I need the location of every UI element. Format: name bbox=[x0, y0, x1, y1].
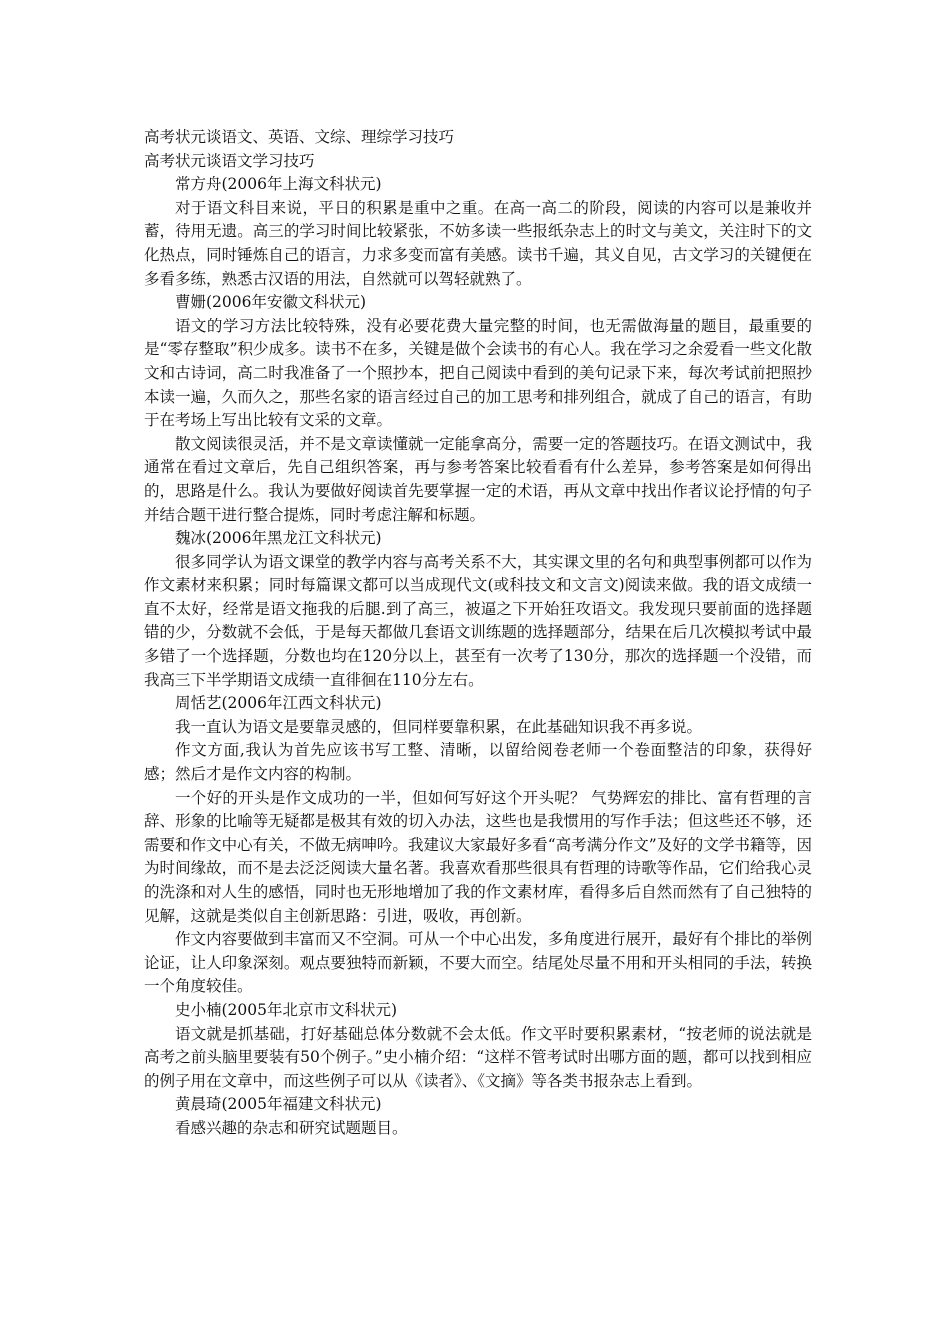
paragraph: 对于语文科目来说，平日的积累是重中之重。在高一高二的阶段，阅读的内容可以是兼收并蓄，待用无遗。高三的学习时间比较紧张，不妨多读一些报纸杂志上的时文与美文，关注时下的文化热点，同时锤炼自己的语言，力求多变而富有美感。读书千遍，其义自见，古文学习的关键便在多看多练，熟悉古汉语的用法，自然就可以驾轻就熟了。 bbox=[144, 198, 812, 288]
paragraph: 作文内容要做到丰富而又不空洞。可从一个中心出发，多角度进行展开，最好有个排比的举例论证，让人印象深刻。观点要独特而新颖，不要大而空。结尾处尽量不用和开头相同的手法，转换一个角度较佳。 bbox=[144, 930, 812, 996]
document-body bbox=[144, 126, 812, 1141]
author-heading: 魏冰(2006年黑龙江文科状元) bbox=[175, 529, 382, 548]
paragraph: 我一直认为语文是要靠灵感的，但同样要靠积累，在此基础知识我不再多说。 bbox=[175, 717, 703, 736]
author-heading: 曹姗(2006年安徽文科状元) bbox=[175, 293, 367, 312]
paragraph: 很多同学认为语文课堂的教学内容与高考关系不大，其实课文里的名句和典型事例都可以作为作文素材来积累；同时每篇课文都可以当成现代文(或科技文和文言文)阅读来做。我的语文成绩一直不太好，经常是语文拖我的后腿.到了高三，被逼之下开始狂攻语文。我发现只要前面的选择题错的少，分数就不会低，于是每天都做几套语文训练题的选择题部分，结果在后几次模拟考试中最多错了一个选择题，分数也均在120分以上，甚至有一次考了130分，那次的选择题一个没错，而我高三下半学期语文成绩一直徘徊在110分左右。 bbox=[144, 552, 812, 689]
paragraph: 语文的学习方法比较特殊，没有必要花费大量完整的时间，也无需做海量的题目，最重要的是“零存整取”积少成多。读书不在多，关键是做个会读书的有心人。我在学习之余爱看一些文化散文和古诗词，高二时我准备了一个照抄本，把自己阅读中看到的美句记录下来，每次考试前把照抄本读一遍，久而久之，那些名家的语言经过自己的加工思考和排列组合，就成了自己的语言，有助于在考场上写出比较有文采的文章。 bbox=[144, 316, 812, 430]
author-heading: 黄晨琦(2005年福建文科状元) bbox=[175, 1095, 382, 1114]
document-title: 高考状元谈语文、英语、文综、理综学习技巧 bbox=[144, 128, 455, 146]
paragraph: 散文阅读很灵活，并不是文章读懂就一定能拿高分，需要一定的答题技巧。在语文测试中，我通常在看过文章后，先自己组织答案，再与参考答案比较看看有什么差异，参考答案是如何得出的，思路是什么。我认为要做好阅读首先要掌握一定的术语，再从文章中找出作者议论抒情的句子并结合题干进行整合提炼，同时考虑注解和标题。 bbox=[144, 434, 812, 524]
paragraph: 语文就是抓基础，打好基础总体分数就不会太低。作文平时要积累素材，“按老师的说法就是高考之前头脑里要装有50个例子。”史小楠介绍：“这样不管考试时出哪方面的题，都可以找到相应的例子用在文章中，而这些例子可以从《读者》、《文摘》等各类书报杂志上看到。 bbox=[144, 1024, 812, 1090]
author-heading: 常方舟(2006年上海文科状元) bbox=[175, 175, 382, 194]
paragraph: 一个好的开头是作文成功的一半，但如何写好这个开头呢？ 气势辉宏的排比、富有哲理的言辞、形象的比喻等无疑都是极其有效的切入办法，这些也是我惯用的写作手法；但这些还不够，还需要和作文中心有关，不做无病呻吟。我建议大家最好多看“高考满分作文”及好的文学书籍等，因为时间缘故，而不是去泛泛阅读大量名著。我喜欢看那些很具有哲理的诗歌等作品，它们给我心灵的洗涤和对人生的感悟，同时也无形地增加了我的作文素材库，看得多后自然而然有了自己独特的见解，这就是类似自主创新思路：引进，吸收，再创新。 bbox=[144, 788, 812, 925]
document-subtitle: 高考状元谈语文学习技巧 bbox=[144, 151, 315, 170]
paragraph: 作文方面,我认为首先应该书写工整、清晰，以留给阅卷老师一个卷面整洁的印象，获得好感；然后才是作文内容的构制。 bbox=[144, 741, 812, 784]
paragraph: 看感兴趣的杂志和研究试题题目。 bbox=[175, 1118, 408, 1137]
author-heading: 史小楠(2005年北京市文科状元) bbox=[175, 1000, 398, 1019]
author-heading: 周恬艺(2006年江西文科状元) bbox=[175, 694, 382, 713]
